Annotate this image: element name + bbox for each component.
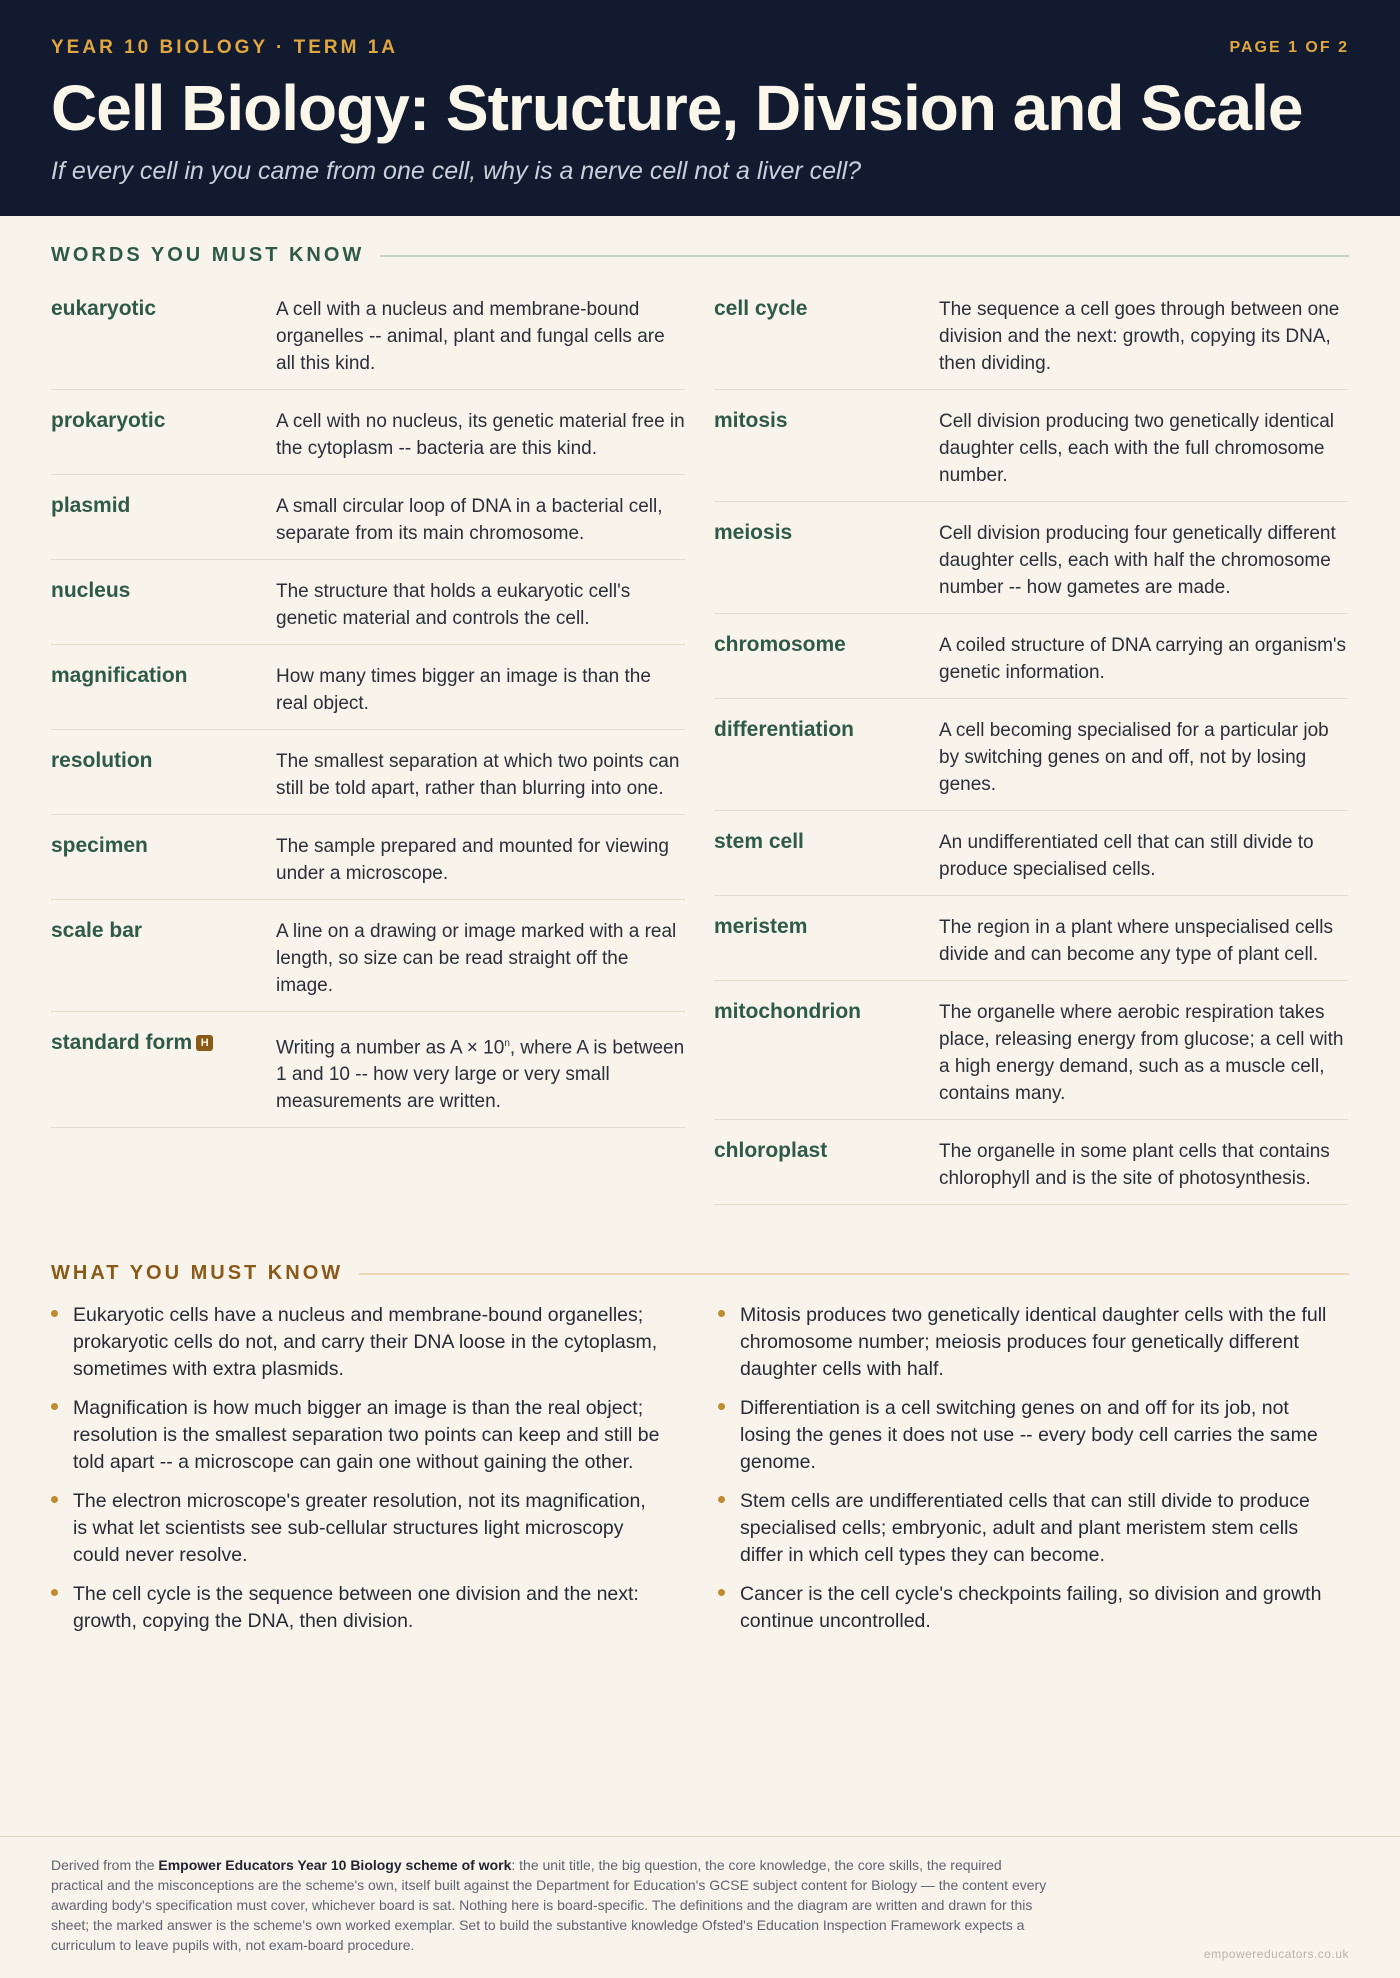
knowledge-text: Eukaryotic cells have a nucleus and membrane-bound organelles; prokaryotic cells do not, and carry their DNA loose in the cytoplasm, sometimes with extra plasmids.: [73, 1304, 658, 1380]
knowledge-text: The electron microscope's greater resolution, not its magnification, is what let scientists see sub-cellular structures light microscopy could never resolve.: [73, 1490, 646, 1566]
glossary-right-column: [714, 292, 1348, 1219]
glossary-definition: A coiled structure of DNA carrying an organism's genetic information.: [939, 635, 1347, 683]
glossary-definition: The smallest separation at which two points can still be told apart, rather than blurring into one.: [276, 751, 680, 799]
glossary-definition: An undifferentiated cell that can still divide to produce specialised cells.: [939, 832, 1314, 880]
scheme-name: Empower Educators Year 10 Biology scheme of work: [158, 1857, 512, 1873]
glossary-definition: The sample prepared and mounted for viewing under a microscope.: [276, 836, 669, 884]
glossary-row: [51, 1026, 685, 1128]
bullet-dot-icon: [51, 1403, 58, 1410]
glossary-term: eukaryotic: [51, 297, 157, 320]
glossary-row: [51, 404, 685, 475]
footer: [0, 1836, 1400, 1978]
glossary-term-text: standard form: [51, 1031, 193, 1054]
what-section-heading: [51, 1262, 1349, 1285]
glossary-definition: A line on a drawing or image marked with a real length, so size can be read straight off the image.: [276, 921, 677, 996]
knowledge-point: [51, 1581, 661, 1635]
bullet-dot-icon: [51, 1310, 58, 1317]
glossary-row: [714, 910, 1348, 981]
glossary-row: [714, 404, 1348, 502]
glossary-row: [51, 489, 685, 560]
glossary-row: [714, 995, 1348, 1120]
glossary-term: resolution: [51, 749, 153, 772]
glossary-definition: The organelle in some plant cells that contains chlorophyll and is the site of photosynthesis.: [939, 1141, 1330, 1189]
knowledge-point: [718, 1581, 1328, 1635]
exponent: n: [504, 1038, 510, 1049]
knowledge-text: Mitosis produces two genetically identical daughter cells with the full chromosome number; meiosis produces four genetically different daughter cells with half.: [740, 1304, 1327, 1380]
page-number: PAGE 1 OF 2: [1229, 39, 1349, 56]
glossary-term: meiosis: [714, 521, 793, 544]
glossary-row: [51, 744, 685, 815]
glossary-term: stem cell: [714, 830, 804, 853]
big-question: If every cell in you came from one cell, why is a nerve cell not a liver cell?: [51, 157, 862, 185]
source-note-lead: Derived from the: [51, 1857, 159, 1873]
glossary-row: [714, 825, 1348, 896]
knowledge-text: Cancer is the cell cycle's checkpoints failing, so division and growth continue uncontrolled.: [740, 1583, 1322, 1632]
glossary-term: nucleus: [51, 579, 131, 602]
knowledge-text: The cell cycle is the sequence between one division and the next: growth, copying the DNA, then division.: [73, 1583, 639, 1632]
source-note: [51, 1855, 1051, 1955]
eyebrow-row: [51, 36, 1349, 60]
site-url: empowereducators.co.uk: [1203, 1947, 1349, 1961]
knowledge-point: [718, 1302, 1328, 1383]
bullet-dot-icon: [718, 1310, 725, 1317]
glossary-term: cell cycle: [714, 297, 808, 320]
glossary-definition: Cell division producing four genetically different daughter cells, each with half the chromosome number -- how gametes are made.: [939, 523, 1336, 598]
glossary-term: [51, 1030, 276, 1115]
glossary-left-column: [51, 292, 685, 1142]
what-heading-rule: [359, 1273, 1349, 1275]
glossary-definition: A cell with a nucleus and membrane-bound organelles -- animal, plant and fungal cells are all this kind.: [276, 299, 665, 374]
glossary-term: chloroplast: [714, 1139, 828, 1162]
glossary-definition: The region in a plant where unspecialised cells divide and can become any type of plant cell.: [939, 917, 1333, 965]
knowledge-point: [718, 1395, 1328, 1476]
bullet-dot-icon: [718, 1403, 725, 1410]
bullet-dot-icon: [718, 1589, 725, 1596]
glossary-term: plasmid: [51, 494, 131, 517]
words-section-heading: [51, 244, 1349, 267]
higher-tier-badge: H: [196, 1035, 213, 1051]
knowledge-list-right: [718, 1302, 1328, 1647]
glossary-term: differentiation: [714, 718, 854, 741]
glossary-row: [714, 292, 1348, 390]
definition-text: Writing a number as A × 10: [276, 1037, 505, 1059]
bullet-dot-icon: [51, 1496, 58, 1503]
glossary-row: [51, 914, 685, 1012]
knowledge-point: [51, 1488, 661, 1569]
glossary-term: chromosome: [714, 633, 846, 656]
header-banner: [0, 0, 1400, 216]
glossary-definition: The structure that holds a eukaryotic cell's genetic material and controls the cell.: [276, 581, 631, 629]
bullet-dot-icon: [718, 1496, 725, 1503]
glossary-definition: A small circular loop of DNA in a bacterial cell, separate from its main chromosome.: [276, 496, 663, 544]
glossary-definition: The sequence a cell goes through between one division and the next: growth, copying its DNA, then dividing.: [939, 299, 1340, 374]
glossary-row: [51, 659, 685, 730]
glossary-row: [714, 628, 1348, 699]
source-note-body: : the unit title, the big question, the core knowledge, the core skills, the required practical and the misconceptions are the scheme's own, itself built against the Department for Education's GCSE subject content for Biology — the content every awarding body's specification must cover, whichever board is sat. Nothing here is board-specific. The definitions and the diagram are written and drawn for this sheet; the marked answer is the scheme's own worked exemplar. Set to build the substantive knowledge Ofsted's Education Inspection Framework expects a curriculum to leave pupils with, not exam-board procedure.: [51, 1857, 1047, 1953]
glossary-term: mitochondrion: [714, 1000, 861, 1023]
glossary-term: magnification: [51, 664, 188, 687]
definition-text: , where A is between 1 and 10 -- how very large or very small measurements are written.: [276, 1037, 685, 1113]
glossary-definition: The organelle where aerobic respiration takes place, releasing energy from glucose; a cell with a high energy demand, such as a muscle cell, contains many.: [939, 1002, 1344, 1104]
course-eyebrow: YEAR 10 BIOLOGY · TERM 1A: [51, 37, 399, 58]
glossary-definition: Cell division producing two genetically identical daughter cells, each with the full chromosome number.: [939, 411, 1334, 486]
glossary-row: [714, 516, 1348, 614]
page-title: Cell Biology: Structure, Division and Scale: [51, 72, 1303, 144]
bullet-dot-icon: [51, 1589, 58, 1596]
knowledge-point: [51, 1302, 661, 1383]
glossary-term: scale bar: [51, 919, 143, 942]
words-heading-label: WORDS YOU MUST KNOW: [51, 244, 365, 266]
glossary-term: meristem: [714, 915, 808, 938]
glossary-row: [51, 574, 685, 645]
knowledge-text: Stem cells are undifferentiated cells that can still divide to produce specialised cells; embryonic, adult and plant meristem stem cells differ in which cell types they can become.: [740, 1490, 1310, 1566]
glossary-definition: How many times bigger an image is than the real object.: [276, 666, 651, 714]
glossary-definition: A cell becoming specialised for a particular job by switching genes on and off, not by losing genes.: [939, 720, 1329, 795]
knowledge-text: Magnification is how much bigger an image is than the real object; resolution is the smallest separation two points can keep and still be told apart -- a microscope can gain one without gaining the other.: [73, 1397, 660, 1473]
glossary-row: [714, 1134, 1348, 1205]
glossary-term: mitosis: [714, 409, 788, 432]
words-heading-rule: [380, 255, 1349, 257]
glossary-definition: [276, 1030, 685, 1115]
glossary-definition: A cell with no nucleus, its genetic material free in the cytoplasm -- bacteria are this kind.: [276, 411, 685, 459]
knowledge-point: [718, 1488, 1328, 1569]
glossary-term: prokaryotic: [51, 409, 166, 432]
glossary-term: specimen: [51, 834, 148, 857]
glossary-row: [51, 292, 685, 390]
glossary-row: [51, 829, 685, 900]
knowledge-text: Differentiation is a cell switching genes on and off for its job, not losing the genes it does not use -- every body cell carries the same genome.: [740, 1397, 1318, 1473]
knowledge-point: [51, 1395, 661, 1476]
what-heading-label: WHAT YOU MUST KNOW: [51, 1262, 344, 1284]
knowledge-list-left: [51, 1302, 661, 1647]
glossary-row: [714, 713, 1348, 811]
